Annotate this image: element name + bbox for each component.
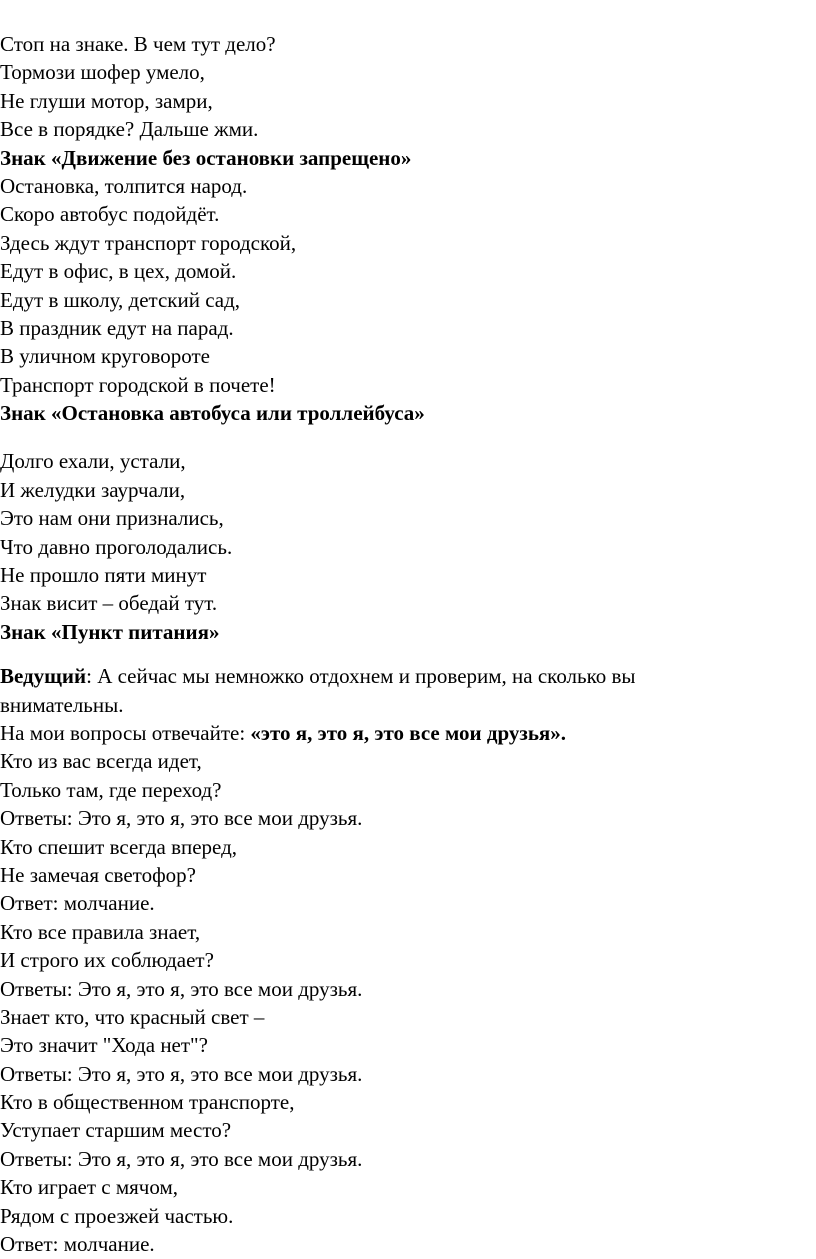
sign-heading: Знак «Пункт питания» <box>0 619 220 644</box>
instruction-line <box>0 719 816 747</box>
verse-line: Не прошло пяти минут <box>0 563 207 588</box>
quiz-line: Ответы: Это я, это я, это все мои друзья. <box>0 806 363 831</box>
poem-block-1 <box>0 30 816 172</box>
poem-block-2 <box>0 172 816 428</box>
verse-line: В праздник едут на парад. <box>0 315 234 340</box>
quiz-line: Ответ: молчание. <box>0 1232 155 1257</box>
verse-line: Знак висит – обедай тут. <box>0 591 218 616</box>
verse-line: Что давно проголодались. <box>0 534 233 559</box>
quiz-line: Ответы: Это я, это я, это все мои друзья. <box>0 1146 363 1171</box>
quiz-line: Ответы: Это я, это я, это все мои друзья. <box>0 1061 363 1086</box>
verse-line: Тормози шофер умело, <box>0 60 205 85</box>
quiz-line: И строго их соблюдает? <box>0 948 214 973</box>
sign-heading: Знак «Движение без остановки запрещено» <box>0 145 412 170</box>
host-intro-line-2: внимательны. <box>0 692 124 717</box>
quiz-line: Кто спешит всегда вперед, <box>0 834 238 859</box>
verse-line: Едут в офис, в цех, домой. <box>0 259 237 284</box>
instruction-answer: «это я, это я, это все мои друзья». <box>250 720 567 745</box>
verse-line: Стоп на знаке. В чем тут дело? <box>0 32 276 56</box>
verse-line: И желудки заурчали, <box>0 477 186 502</box>
verse-line: Долго ехали, устали, <box>0 449 186 474</box>
verse-line: Скоро автобус подойдёт. <box>0 202 220 227</box>
sign-heading: Знак «Остановка автобуса или троллейбуса» <box>0 401 425 426</box>
verse-line: Едут в школу, детский сад, <box>0 287 241 312</box>
host-intro-text: : А сейчас мы немножко отдохнем и проверим, на сколько вы <box>86 664 636 689</box>
quiz-line: Уступает старшим место? <box>0 1118 232 1143</box>
verse-line: Все в порядке? Дальше жми. <box>0 117 259 142</box>
paragraph-gap <box>0 427 816 447</box>
verse-line: Транспорт городской в почете! <box>0 372 276 397</box>
quiz-line: Кто из вас всегда идет, <box>0 749 202 774</box>
quiz-line: Знает кто, что красный свет – <box>0 1004 265 1029</box>
verse-line: В уличном круговороте <box>0 344 210 369</box>
paragraph-gap <box>0 646 816 662</box>
quiz-line: Это значит "Хода нет"? <box>0 1033 208 1058</box>
host-intro-line <box>0 662 816 690</box>
host-label: Ведущий <box>0 664 87 689</box>
quiz-line: Ответы: Это я, это я, это все мои друзья. <box>0 976 363 1001</box>
quiz-line: Рядом с проезжей частью. <box>0 1203 234 1228</box>
quiz-line: Кто все правила знает, <box>0 919 201 944</box>
document-page <box>0 30 816 1258</box>
instruction-prefix: На мои вопросы отвечайте: <box>0 720 251 745</box>
verse-line: Не глуши мотор, замри, <box>0 88 213 113</box>
poem-block-3 <box>0 447 816 646</box>
quiz-line: Не замечая светофор? <box>0 862 196 887</box>
quiz-line: Кто играет с мячом, <box>0 1175 178 1200</box>
quiz-line: Ответ: молчание. <box>0 891 155 916</box>
quiz-line: Только там, где переход? <box>0 777 222 802</box>
verse-line: Остановка, толпится народ. <box>0 173 248 198</box>
quiz-section <box>0 662 816 1258</box>
verse-line: Здесь ждут транспорт городской, <box>0 230 297 255</box>
quiz-line: Кто в общественном транспорте, <box>0 1090 295 1115</box>
verse-line: Это нам они признались, <box>0 506 224 531</box>
